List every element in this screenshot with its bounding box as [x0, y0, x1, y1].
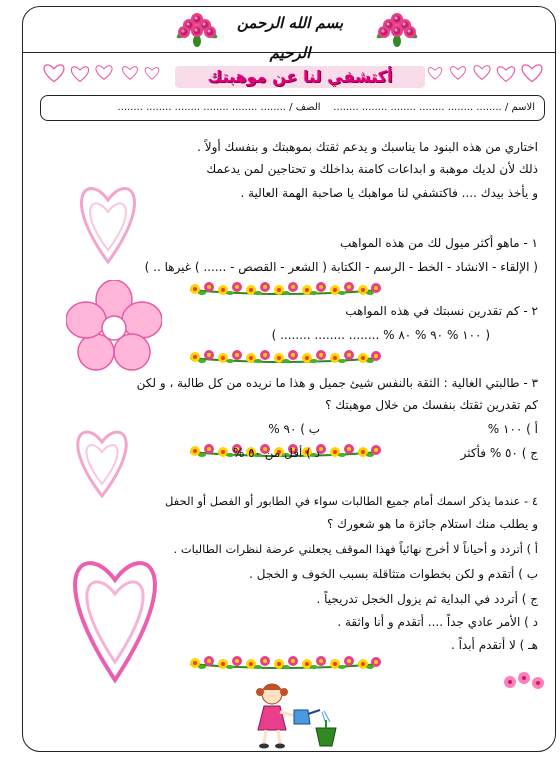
question-4-option-c[interactable]: ج ) أتردد في البداية ثم يزول الخجل تدريجياً .: [316, 592, 538, 606]
flower-garland-icon: [185, 652, 385, 674]
question-3-cont: كم تقدرين ثقتك بنفسك من خلال موهبتك ؟: [325, 398, 538, 412]
intro-line: اختاري من هذه البنود ما يناسبك و يدعم ثقتك بموهبتك و بنفسك أولاً .: [197, 140, 538, 154]
rose-bouquet-icon: [370, 8, 424, 52]
flower-garland-icon: [185, 278, 385, 300]
heart-icon: [46, 540, 184, 690]
name-label: الاسم: [511, 102, 535, 113]
heart-icon: [62, 418, 142, 500]
rose-bouquet-icon: [170, 8, 224, 52]
name-field[interactable]: / ........ ........ ........ ........ ........ ........: [333, 102, 509, 113]
question-1: ١ - ماهو أكثر ميول لك من هذه المواهب: [340, 236, 538, 250]
flower-garland-icon: [185, 346, 385, 368]
question-3-option-c[interactable]: ج ) ٥٠ % فأكثر: [460, 446, 538, 460]
question-3: ٣ - طالبتي الغالية : الثقة بالنفس شيئ جميل و هذا ما نريده من كل طالبة ، و لكن: [136, 376, 538, 390]
class-field[interactable]: / ........ ........ ........ ........ ........ ........: [117, 102, 293, 113]
question-4-cont: و يطلب منك استلام جائزة ما هو شعورك ؟: [326, 517, 538, 531]
bismillah-calligraphy: بسم الله الرحمن الرحيم: [236, 14, 344, 62]
flower-icon: [500, 668, 550, 696]
class-label: الصف: [295, 102, 321, 113]
question-1-options: ( الإلقاء - الانشاد - الخط - الرسم - الكتابة ( الشعر - القصص - ...... ) غيرها .. ): [144, 260, 538, 274]
question-3-option-d[interactable]: د ) أقل من ٥٠ %: [232, 446, 320, 460]
question-3-option-b[interactable]: ب ) ٩٠ %: [268, 422, 320, 436]
heart-icon: [64, 172, 152, 268]
girl-watering-cartoon-icon: [236, 680, 346, 752]
question-3-option-a[interactable]: أ ) ١٠٠ %: [487, 422, 538, 436]
question-4-option-d[interactable]: د ) الأمر عادي جداً .... أتقدم و أنا واثقة .: [337, 615, 538, 629]
question-4-option-a[interactable]: أ ) أتردد و أحياناً لا أخرج نهائياً فهذا الموقف يجعلني عرضة لنظرات الطالبات .: [173, 542, 538, 556]
flower-icon: [66, 280, 162, 372]
question-2-options: ( ١٠٠ % ٩٠ % ٨٠ % ........ ........ ........ ): [271, 328, 490, 342]
intro-line: ذلك لأن لديك موهبة و ابداعات كامنة بداخلك و تحتاجين لمن يدعمك: [206, 162, 538, 176]
intro-line: و يأخذ بيدك .... فاكتشفي لنا مواهبك يا صاحبة الهمة العالية .: [240, 186, 538, 200]
question-4-option-e[interactable]: هـ ) لا أتقدم أبداً .: [450, 638, 538, 652]
worksheet-title: أكتشفي لنا عن موهبتك: [207, 67, 393, 86]
student-info-line: [50, 98, 535, 118]
question-2: ٢ - كم تقدرين نسبتك في هذه المواهب: [345, 304, 538, 318]
question-4: ٤ - عندما يذكر اسمك أمام جميع الطالبات سواء في الطابور أو الفصل أو الحفل: [165, 494, 538, 508]
question-4-option-b[interactable]: ب ) أتقدم و لكن بخطوات متثاقلة بسبب الخوف و الخجل .: [249, 567, 538, 581]
